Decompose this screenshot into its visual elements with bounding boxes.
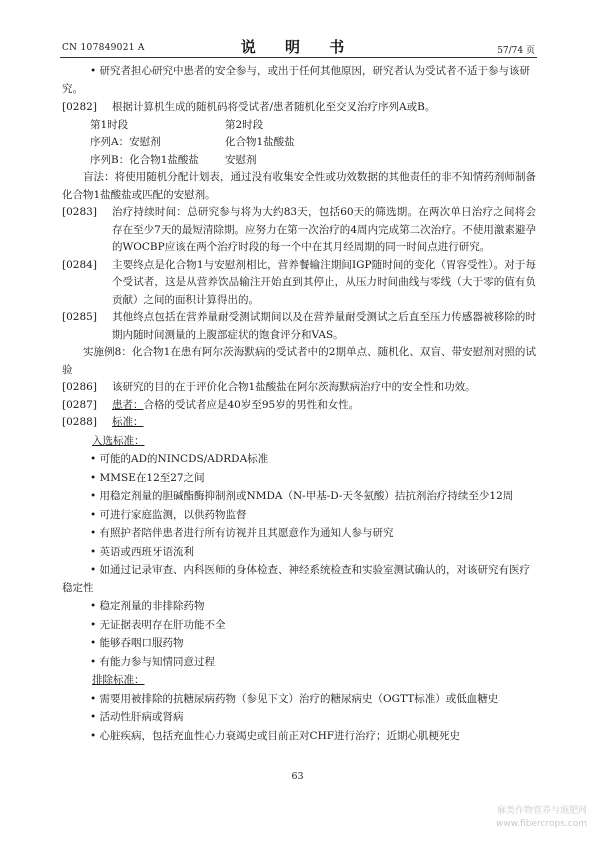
list-item: • 有能力参与知情同意过程 xyxy=(90,655,216,668)
table-header-row xyxy=(90,117,536,135)
paragraph-text: 主要终点是化合物1与安慰剂相比，营养餐输注期间IGP随时间的变化（胃容受性）。对于每个受试者，这是从营养饮品输注开始直到其停止，从压力时间曲线与零线（大于零的值有负贡献）之间的面积计算得出的。 xyxy=(112,258,536,306)
document-body xyxy=(62,62,536,746)
paragraph-text: 其他终点包括在营养量耐受测试期间以及在营养量耐受测试之后直至压力传感器被移除的时期内随时间测量的上腹部症状的饱食评分和VAS。 xyxy=(112,311,536,341)
list-item: • 用稳定剂量的胆碱酯酶抑制剂或NMDA（N-甲基-D-天冬氨酸）拮抗剂治疗持续至少12周 xyxy=(90,490,514,502)
page-header xyxy=(62,36,535,56)
list-item: • 活动性肝病或肾病 xyxy=(90,711,184,723)
bullet-investigator-concern: • 研究者担心研究中患者的安全参与，或出于任何其他原因，研究者认为受试者不适于参与该研究。 xyxy=(62,65,531,95)
list-item: • 英语或西班牙语流利 xyxy=(90,545,195,558)
paragraph-number: [0285] xyxy=(62,311,97,323)
paragraph-number: [0288] xyxy=(62,416,97,428)
inclusion-criteria-title: 入选标准： xyxy=(92,434,145,447)
site-watermark xyxy=(496,805,587,831)
header-rule xyxy=(60,57,537,58)
paragraph-number: [0284] xyxy=(62,258,97,271)
list-item: • MMSE在12至27之间 xyxy=(90,471,205,484)
table-cell: 序列B：化合物1盐酸盐 xyxy=(90,153,199,166)
table-cell: 安慰剂 xyxy=(225,153,257,166)
patent-number: CN 107849021 A xyxy=(62,43,145,53)
example-8-heading: 实施例8：化合物1在患有阿尔茨海默病的受试者中的2期单点、随机化、双盲、带安慰剂对照的试验 xyxy=(62,346,536,376)
paragraph-number: [0286] xyxy=(62,381,97,393)
paragraph-0288 xyxy=(62,414,536,432)
blinding-paragraph: 盲法：将使用随机分配计划表，通过没有收集安全性或功效数据的其他责任的非不知情药剂师制备化合物1盐酸盐或匹配的安慰剂。 xyxy=(62,171,536,201)
paragraph-text: 该研究的目的在于评价化合物1盐酸盐在阿尔茨海默病治疗中的安全性和功效。 xyxy=(112,381,476,393)
list-item: • 能够吞咽口服药物 xyxy=(90,637,184,649)
table-cell: 序列A：安慰剂 xyxy=(90,136,161,148)
exclusion-criteria-title: 排除标准： xyxy=(92,674,145,686)
watermark-line: 麻类作物营养与施肥网 xyxy=(496,806,587,816)
page-number: 63 xyxy=(291,771,304,782)
list-item: • 可能的AD的NINCDS/ADRDA标准 xyxy=(90,453,269,465)
patients-text: 合格的受试者应是40岁至95岁的男性和女性。 xyxy=(143,398,360,411)
patients-label: 患者： xyxy=(112,398,144,411)
table-row xyxy=(90,152,536,170)
paragraph-number: [0283] xyxy=(62,206,97,218)
list-item: • 心脏疾病，包括充血性心力衰竭史或目前正对CHF进行治疗；近期心肌梗死史 xyxy=(90,729,461,742)
paragraph-text: 治疗持续时间：总研究参与将为大约83天，包括60天的筛选期。在两次单日治疗之间将会存在至少7天的最短清除期。应努力在第一次治疗的4周内完成第二次治疗。不使用激素避孕的WOCBP应该在两个治疗时段的每一个中在其月经周期的同一时间点进行研究。 xyxy=(112,206,536,253)
paragraph-0282 xyxy=(62,99,536,117)
list-item: • 有照护者陪伴患者进行所有访视并且其愿意作为通知人参与研究 xyxy=(90,527,394,539)
paragraph-0283 xyxy=(62,204,536,257)
watermark-line: www.fibercrops.com xyxy=(496,819,587,829)
paragraph-0287 xyxy=(62,397,536,415)
table-cell: 第2时段 xyxy=(225,118,264,131)
paragraph-number: [0282] xyxy=(62,101,97,113)
list-item: • 需要用被排除的抗糖尿病药物（参见下文）治疗的糖尿病史（OGTT标准）或低血糖史 xyxy=(90,692,499,705)
table-row xyxy=(90,134,536,152)
criteria-label: 标准： xyxy=(112,416,144,428)
sequence-table xyxy=(90,117,536,170)
list-item: • 如通过记录审查、内科医师的身体检查、神经系统检查和实验室测试确认的，对该研究有医疗稳定性 xyxy=(62,564,531,594)
paragraph-0284 xyxy=(62,257,536,310)
paragraph-text xyxy=(112,397,536,415)
list-item: • 无证据表明存在肝功能不全 xyxy=(90,618,226,631)
paragraph-text: 根据计算机生成的随机码将受试者/患者随机化至交叉治疗序列A或B。 xyxy=(112,101,436,113)
list-item: • 稳定剂量的非排除药物 xyxy=(90,600,205,612)
table-cell: 第1时段 xyxy=(90,118,129,131)
table-cell: 化合物1盐酸盐 xyxy=(225,136,295,148)
paragraph-number: [0287] xyxy=(62,398,97,411)
paragraph-0286 xyxy=(62,379,536,397)
list-item: • 可进行家庭监测，以供药物监督 xyxy=(90,508,247,521)
page-ratio: 57/74 页 xyxy=(497,46,535,56)
paragraph-0285 xyxy=(62,309,536,344)
document-title: 说 明 书 xyxy=(240,38,357,56)
